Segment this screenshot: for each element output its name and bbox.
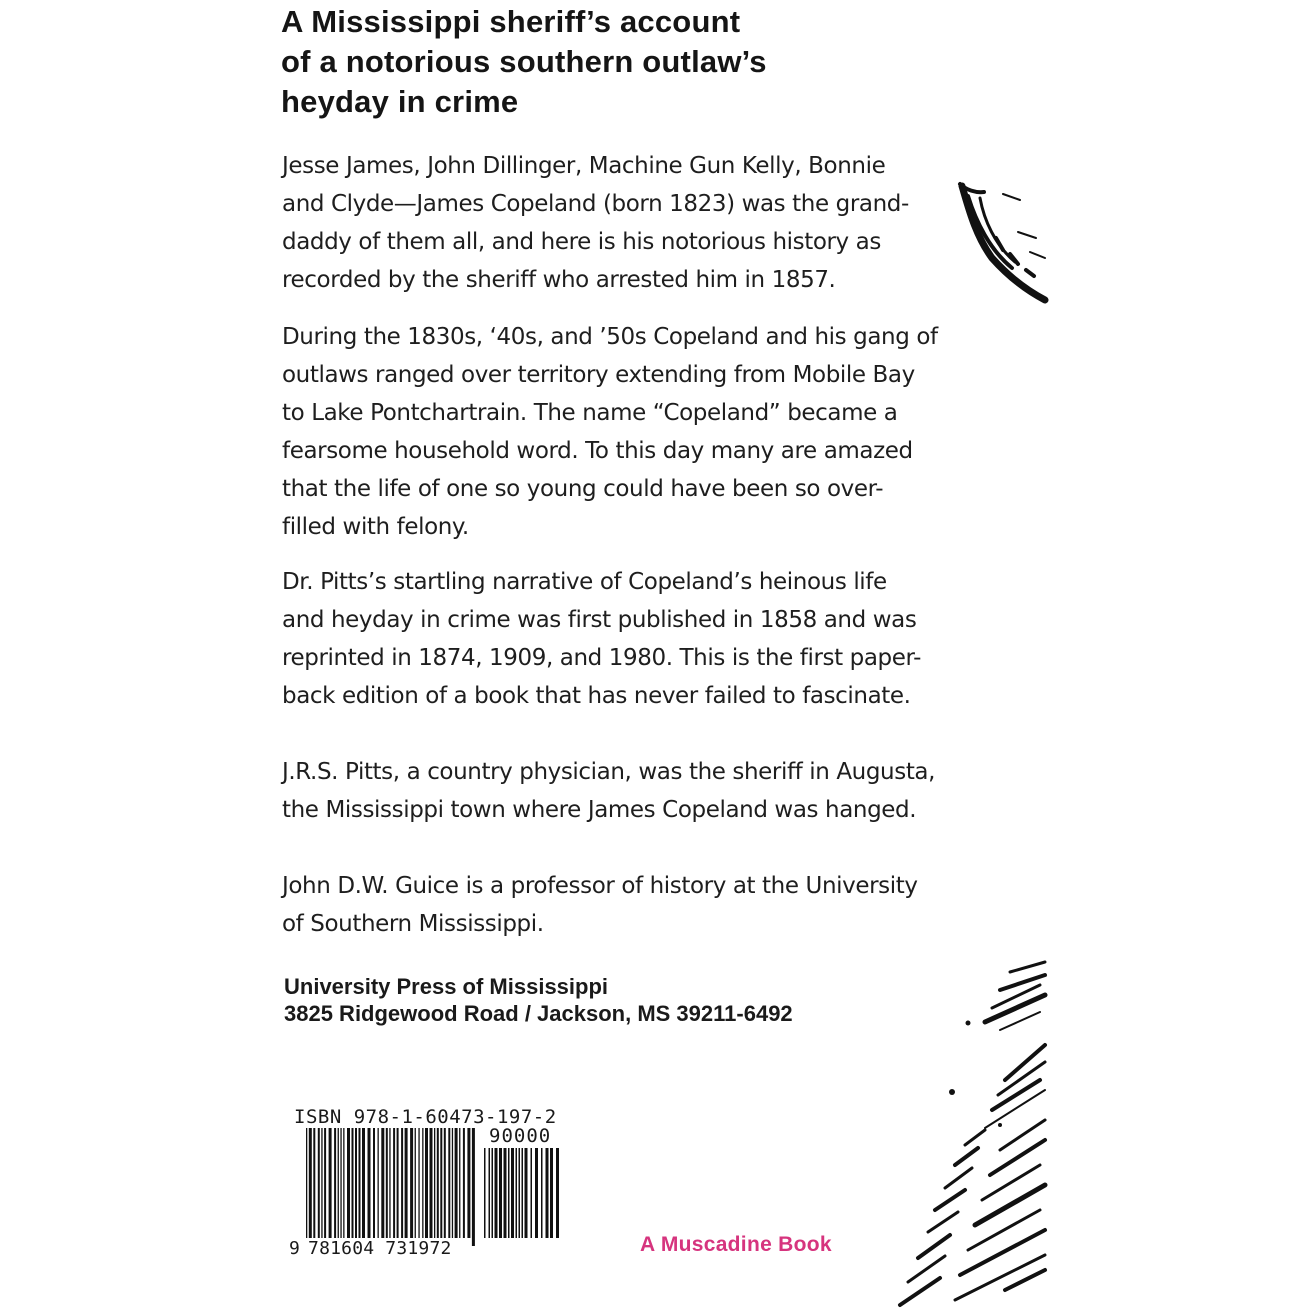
editor-bio xyxy=(282,867,962,943)
text-line: recorded by the sheriff who arrested him in 1857. xyxy=(282,267,836,293)
isbn-label: ISBN 978-1-60473-197-2 xyxy=(294,1106,557,1128)
text-line: that the life of one so young could have been so over- xyxy=(282,476,884,502)
barcode-digits xyxy=(289,1238,452,1259)
text-line: and heyday in crime was first published in 1858 and was xyxy=(282,607,917,633)
headline xyxy=(281,2,921,122)
publication-paragraph xyxy=(282,563,962,715)
price-code: 90000 xyxy=(489,1125,552,1147)
text-line: the Mississippi town where James Copeland was hanged. xyxy=(282,797,917,823)
description-paragraph xyxy=(282,147,962,299)
text-line: to Lake Pontchartrain. The name “Copeland” became a xyxy=(282,400,898,426)
barcode-lead-digit: 9 xyxy=(289,1238,301,1259)
text-line: of Southern Mississippi. xyxy=(282,911,544,937)
text-line: filled with felony. xyxy=(282,514,469,540)
text-line: outlaws ranged over territory extending from Mobile Bay xyxy=(282,362,915,388)
headline-line: heyday in crime xyxy=(281,84,519,119)
text-line: During the 1830s, ‘40s, and ’50s Copeland and his gang of xyxy=(282,324,938,350)
text-line: John D.W. Guice is a professor of history at the University xyxy=(282,873,918,899)
text-line: back edition of a book that has never failed to fascinate. xyxy=(282,683,911,709)
publisher-address: 3825 Ridgewood Road / Jackson, MS 39211-6492 xyxy=(284,1001,793,1026)
text-line: and Clyde—James Copeland (born 1823) was the grand- xyxy=(282,191,909,217)
territory-paragraph xyxy=(282,318,962,546)
text-line: J.R.S. Pitts, a country physician, was the sheriff in Augusta, xyxy=(282,759,936,785)
publisher-block xyxy=(284,973,793,1027)
headline-line: of a notorious southern outlaw’s xyxy=(281,44,767,79)
imprint-label: A Muscadine Book xyxy=(640,1233,832,1256)
text-line: reprinted in 1874, 1909, and 1980. This is the first paper- xyxy=(282,645,921,671)
barcode-number: 781604 731972 xyxy=(308,1238,452,1259)
text-line: daddy of them all, and here is his notorious history as xyxy=(282,229,881,255)
text-line: Dr. Pitts’s startling narrative of Copeland’s heinous life xyxy=(282,569,887,595)
publisher-name: University Press of Mississippi xyxy=(284,974,609,999)
text-line: fearsome household word. To this day many are amazed xyxy=(282,438,913,464)
author-bio xyxy=(282,753,962,829)
text-line: Jesse James, John Dillinger, Machine Gun Kelly, Bonnie xyxy=(282,153,886,179)
headline-line: A Mississippi sheriff’s account xyxy=(281,4,741,39)
